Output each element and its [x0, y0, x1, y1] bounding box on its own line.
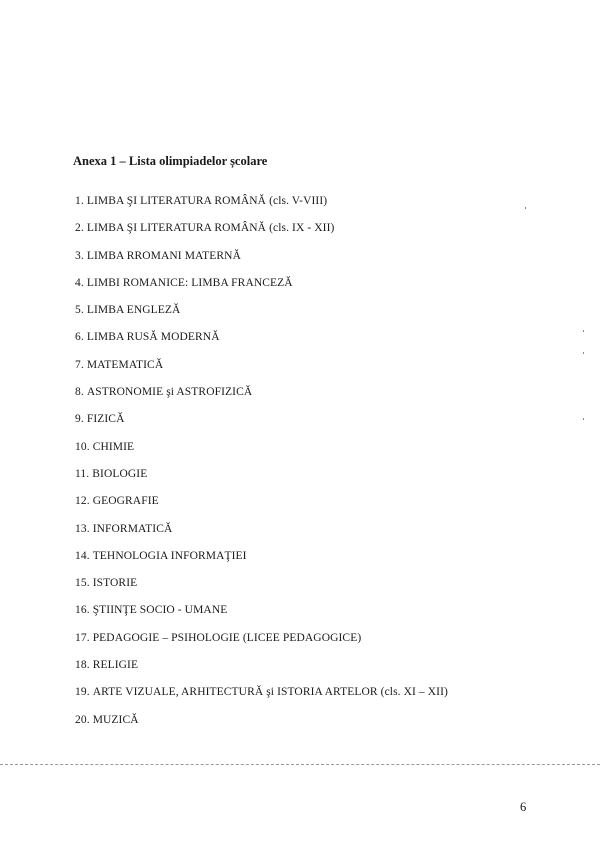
list-item — [75, 275, 448, 302]
annex-heading: Anexa 1 – Lista olimpiadelor școlare — [73, 154, 268, 168]
item-number: 11. — [75, 467, 90, 480]
item-number: 6. — [75, 331, 84, 344]
list-item — [75, 684, 448, 711]
list-item — [75, 384, 448, 411]
item-number: 15. — [75, 577, 90, 590]
item-text: ISTORIE — [92, 577, 138, 590]
item-number: 12. — [75, 495, 90, 508]
list-item — [75, 712, 448, 739]
item-number: 4. — [75, 276, 84, 289]
list-item — [75, 630, 448, 657]
item-text: FIZICĂ — [86, 413, 125, 426]
item-number: 16. — [75, 604, 90, 617]
item-number: 18. — [75, 659, 90, 672]
item-text: ASTRONOMIE şi ASTROFIZICĂ — [86, 386, 253, 399]
item-number: 17. — [75, 631, 90, 644]
item-text: ARTE VIZUALE, ARHITECTURĂ şi ISTORIA ARTELOR (cls. XI – XII) — [92, 686, 448, 699]
item-text: GEOGRAFIE — [92, 495, 159, 508]
item-text: CHIMIE — [92, 440, 135, 453]
list-item — [75, 575, 448, 602]
list-item — [75, 521, 448, 548]
item-text: LIMBA ENGLEZĂ — [86, 304, 181, 317]
item-text: INFORMATICĂ — [92, 522, 173, 535]
scan-speck — [525, 207, 526, 209]
list-item — [75, 220, 448, 247]
footer-divider — [0, 764, 600, 765]
item-number: 10. — [75, 440, 90, 453]
item-text: LIMBA RROMANI MATERNĂ — [86, 249, 241, 262]
scan-speck — [583, 418, 584, 420]
item-number: 20. — [75, 713, 90, 726]
list-item — [75, 193, 448, 220]
item-text: LIMBA ŞI LITERATURA ROMÂNĂ (cls. V-VIII) — [86, 195, 328, 207]
item-text: MATEMATICĂ — [86, 358, 164, 371]
list-item — [75, 466, 448, 493]
list-item — [75, 493, 448, 520]
list-item — [75, 548, 448, 575]
list-item — [75, 302, 448, 329]
item-number: 13. — [75, 522, 90, 535]
item-number: 14. — [75, 549, 90, 562]
item-number: 9. — [75, 413, 84, 426]
scan-speck — [583, 352, 584, 354]
item-text: LIMBI ROMANICE: LIMBA FRANCEZĂ — [86, 276, 293, 289]
list-item — [75, 602, 448, 629]
item-number: 5. — [75, 304, 84, 317]
item-text: LIMBA RUSĂ MODERNĂ — [86, 331, 220, 344]
page-number: 6 — [520, 800, 527, 814]
item-number: 2. — [75, 222, 84, 235]
scan-speck — [583, 330, 584, 332]
item-text: MUZICĂ — [92, 713, 139, 726]
item-text: PEDAGOGIE – PSIHOLOGIE (LICEE PEDAGOGICE) — [92, 631, 362, 644]
list-item — [75, 248, 448, 275]
olympiad-list — [75, 193, 448, 739]
list-item — [75, 357, 448, 384]
item-number: 1. — [75, 195, 84, 207]
list-item — [75, 329, 448, 356]
item-number: 19. — [75, 686, 90, 699]
list-item — [75, 411, 448, 438]
item-text: RELIGIE — [92, 659, 139, 672]
item-text: LIMBA ŞI LITERATURA ROMÂNĂ (cls. IX - XII) — [86, 222, 335, 235]
item-number: 7. — [75, 358, 84, 371]
list-item — [75, 439, 448, 466]
item-text: TEHNOLOGIA INFORMAŢIEI — [92, 549, 247, 562]
list-item — [75, 657, 448, 684]
item-number: 8. — [75, 386, 84, 399]
item-text: ŞTIINŢE SOCIO - UMANE — [92, 604, 228, 617]
item-text: BIOLOGIE — [92, 467, 148, 480]
item-number: 3. — [75, 249, 84, 262]
